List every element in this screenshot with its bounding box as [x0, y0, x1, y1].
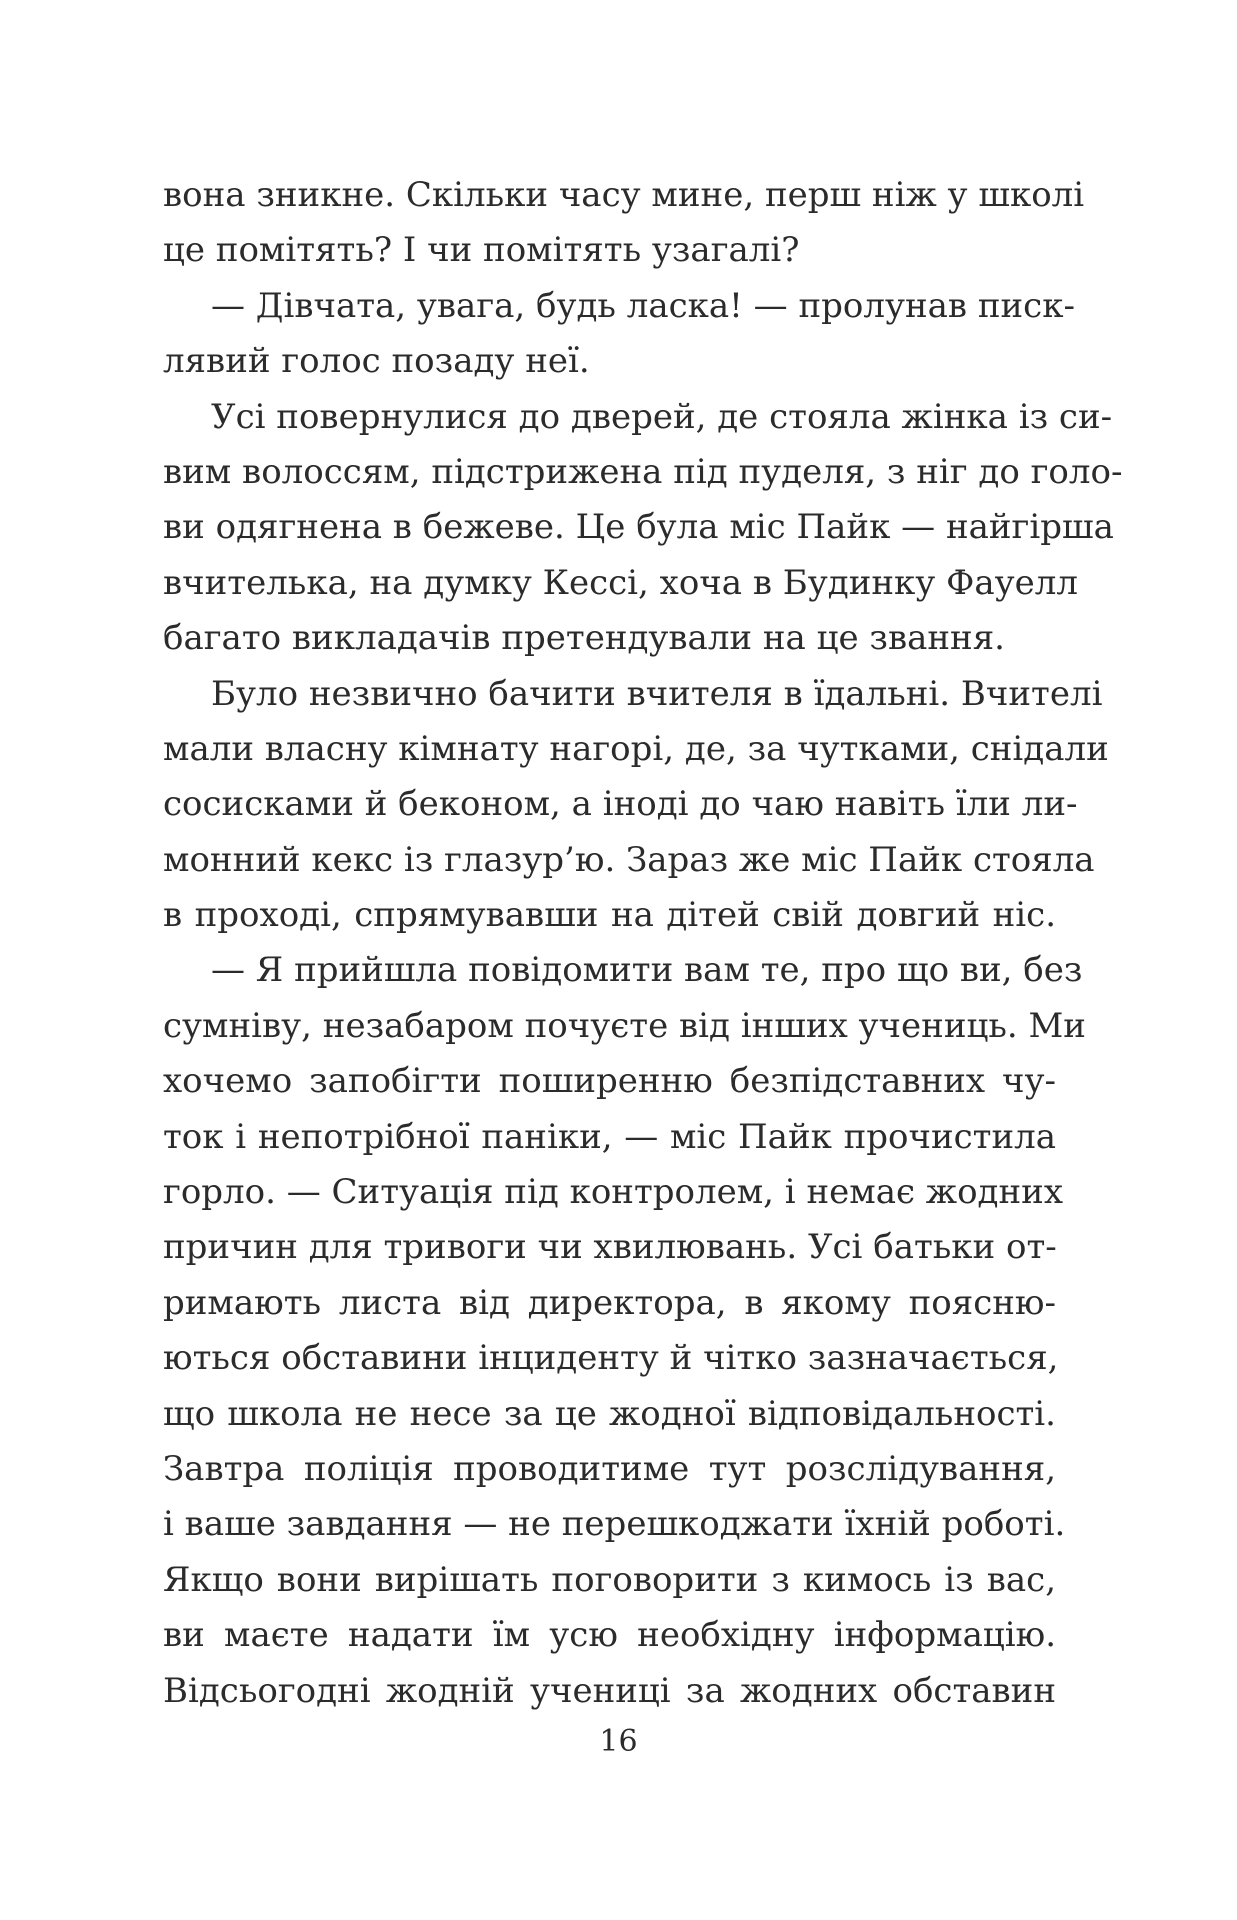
text-line: що школа не несе за це жодної відповідальності. [163, 1393, 1056, 1434]
text-line: римають листа від директора, в якому поясню- [163, 1282, 1056, 1323]
text-line: в проході, спрямувавши на дітей свій довгий ніс. [163, 895, 1056, 936]
text-line: Відсьогодні жодній учениці за жодних обставин [163, 1670, 1056, 1711]
text-line: вчителька, на думку Кессі, хоча в Будинку Фауелл [163, 562, 1078, 603]
text-line: Було незвично бачити вчителя в їдальні. Вчителі [211, 673, 1103, 714]
text-line: вим волоссям, підстрижена під пуделя, з ніг до голо- [163, 451, 1123, 492]
text-line: — Я прийшла повідомити вам те, про що ви, без [211, 950, 1083, 991]
text-line: хочемо запобігти поширенню безпідставних чу- [163, 1061, 1056, 1102]
text-line: — Дівчата, увага, будь ласка! — пролунав писк- [211, 285, 1075, 326]
text-line: монний кекс із глазур’ю. Зараз же міс Пайк стояла [163, 839, 1095, 880]
text-line: лявий голос позаду неї. [163, 341, 590, 382]
text-line: Завтра поліція проводитиме тут розслідування, [163, 1448, 1056, 1489]
page-body-text [163, 168, 1123, 1719]
text-line: сосисками й беконом, а іноді до чаю навіть їли ли- [163, 784, 1078, 825]
text-line: вона зникне. Скільки часу мине, перш ніж у школі [163, 175, 1085, 215]
text-line: Якщо вони вирішать поговорити з кимось із вас, [163, 1559, 1056, 1600]
text-line: і ваше завдання — не перешкоджати їхній роботі. [163, 1504, 1066, 1545]
text-line: горло. — Ситуація під контролем, і немає жодних [163, 1172, 1063, 1213]
text-line: мали власну кімнату нагорі, де, за чутками, снідали [163, 728, 1109, 769]
page-number: 16 [599, 1724, 638, 1759]
text-line: ви маєте надати їм усю необхідну інформацію. [163, 1615, 1056, 1656]
text-line: Усі повернулися до дверей, де стояла жінка із си- [211, 396, 1113, 437]
text-line: це помітять? І чи помітять узагалі? [163, 230, 800, 271]
text-line: сумніву, незабаром почуєте від інших учениць. Ми [163, 1005, 1086, 1046]
text-line: багато викладачів претендували на це звання. [163, 618, 1005, 659]
text-line: причин для тривоги чи хвилювань. Усі батьки от- [163, 1227, 1057, 1268]
text-line: ток і непотрібної паніки, — міс Пайк прочистила [163, 1116, 1056, 1157]
text-line: ви одягнена в бежеве. Це була міс Пайк — найгірша [163, 507, 1114, 548]
text-line: ються обставини інциденту й чітко зазначається, [163, 1338, 1059, 1379]
